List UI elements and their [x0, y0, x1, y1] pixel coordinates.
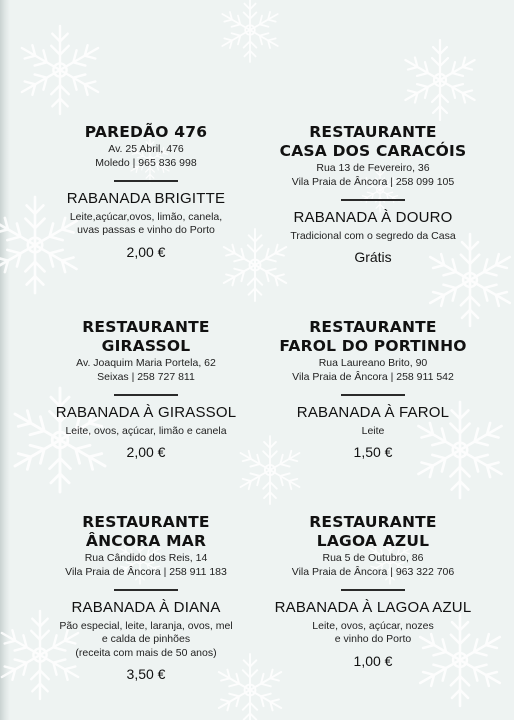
snowflake-icon: [219, 0, 281, 62]
restaurant-card-farol-do-portinho: [253, 318, 493, 461]
dish-description: Tradicional com o segredo da Casa: [290, 229, 456, 242]
dish-name: RABANADA À GIRASSOL: [55, 403, 237, 421]
divider: [341, 589, 405, 591]
dish-name: RABANADA À DIANA: [71, 598, 221, 616]
dish-description: Leite,açúcar,ovos, limão, canela, uvas passas e vinho do Porto: [69, 210, 223, 236]
restaurant-name: RESTAURANTE ÂNCORA MAR: [82, 513, 210, 550]
divider: [114, 589, 178, 591]
restaurant-name: RESTAURANTE GIRASSOL: [82, 318, 210, 355]
restaurant-name: RESTAURANTE FAROL DO PORTINHO: [279, 318, 467, 355]
dish-description: Leite, ovos, açúcar, limão e canela: [65, 424, 227, 437]
snowflake-icon: [401, 40, 478, 120]
restaurant-card-casa-dos-caracois: [253, 123, 493, 266]
snowflake-icon: [17, 26, 102, 114]
dish-description: Leite, ovos, açúcar, nozes e vinho do Porto: [312, 619, 434, 645]
dish-price: 1,50 €: [353, 444, 393, 460]
dish-price: 3,50 €: [126, 666, 166, 682]
divider: [114, 394, 178, 396]
restaurant-address: Rua 5 de Outubro, 86 Vila Praia de Âncora | 963 322 706: [291, 552, 455, 578]
dish-price: 2,00 €: [126, 444, 166, 460]
restaurant-card-lagoa-azul: [253, 513, 493, 670]
divider: [114, 180, 178, 182]
restaurant-name: RESTAURANTE CASA DOS CARACÓIS: [279, 123, 467, 160]
dish-description: Leite: [361, 424, 385, 437]
restaurant-address: Rua Laureano Brito, 90 Vila Praia de Âncora | 258 911 542: [292, 357, 454, 383]
restaurant-name: RESTAURANTE LAGOA AZUL: [309, 513, 437, 550]
restaurant-card-paredao: [26, 123, 266, 261]
dish-name: RABANADA À FAROL: [296, 403, 450, 421]
dish-price: Grátis: [354, 249, 392, 265]
dish-description: Pão especial, leite, laranja, ovos, mel e calda de pinhões (receita com mais de 50 anos): [59, 619, 233, 659]
restaurant-address: Av. 25 Abril, 476 Moledo | 965 836 998: [95, 143, 197, 169]
restaurant-name: PAREDÃO 476: [84, 123, 208, 141]
dish-name: RABANADA À LAGOA AZUL: [274, 598, 472, 616]
dish-name: RABANADA BRIGITTE: [66, 189, 226, 207]
dish-price: 2,00 €: [126, 243, 166, 260]
dish-name: RABANADA À DOURO: [293, 208, 453, 226]
divider: [341, 394, 405, 396]
restaurant-card-girassol: [26, 318, 266, 461]
restaurant-address: Rua Cândido dos Reis, 14 Vila Praia de Âncora | 258 911 183: [65, 552, 227, 578]
divider: [341, 199, 405, 201]
restaurant-address: Av. Joaquim Maria Portela, 62 Seixas | 258 727 811: [76, 357, 216, 383]
restaurant-address: Rua 13 de Fevereiro, 36 Vila Praia de Âncora | 258 099 105: [291, 162, 455, 188]
restaurant-card-ancora-mar: [26, 513, 266, 683]
dish-price: 1,00 €: [353, 652, 393, 669]
